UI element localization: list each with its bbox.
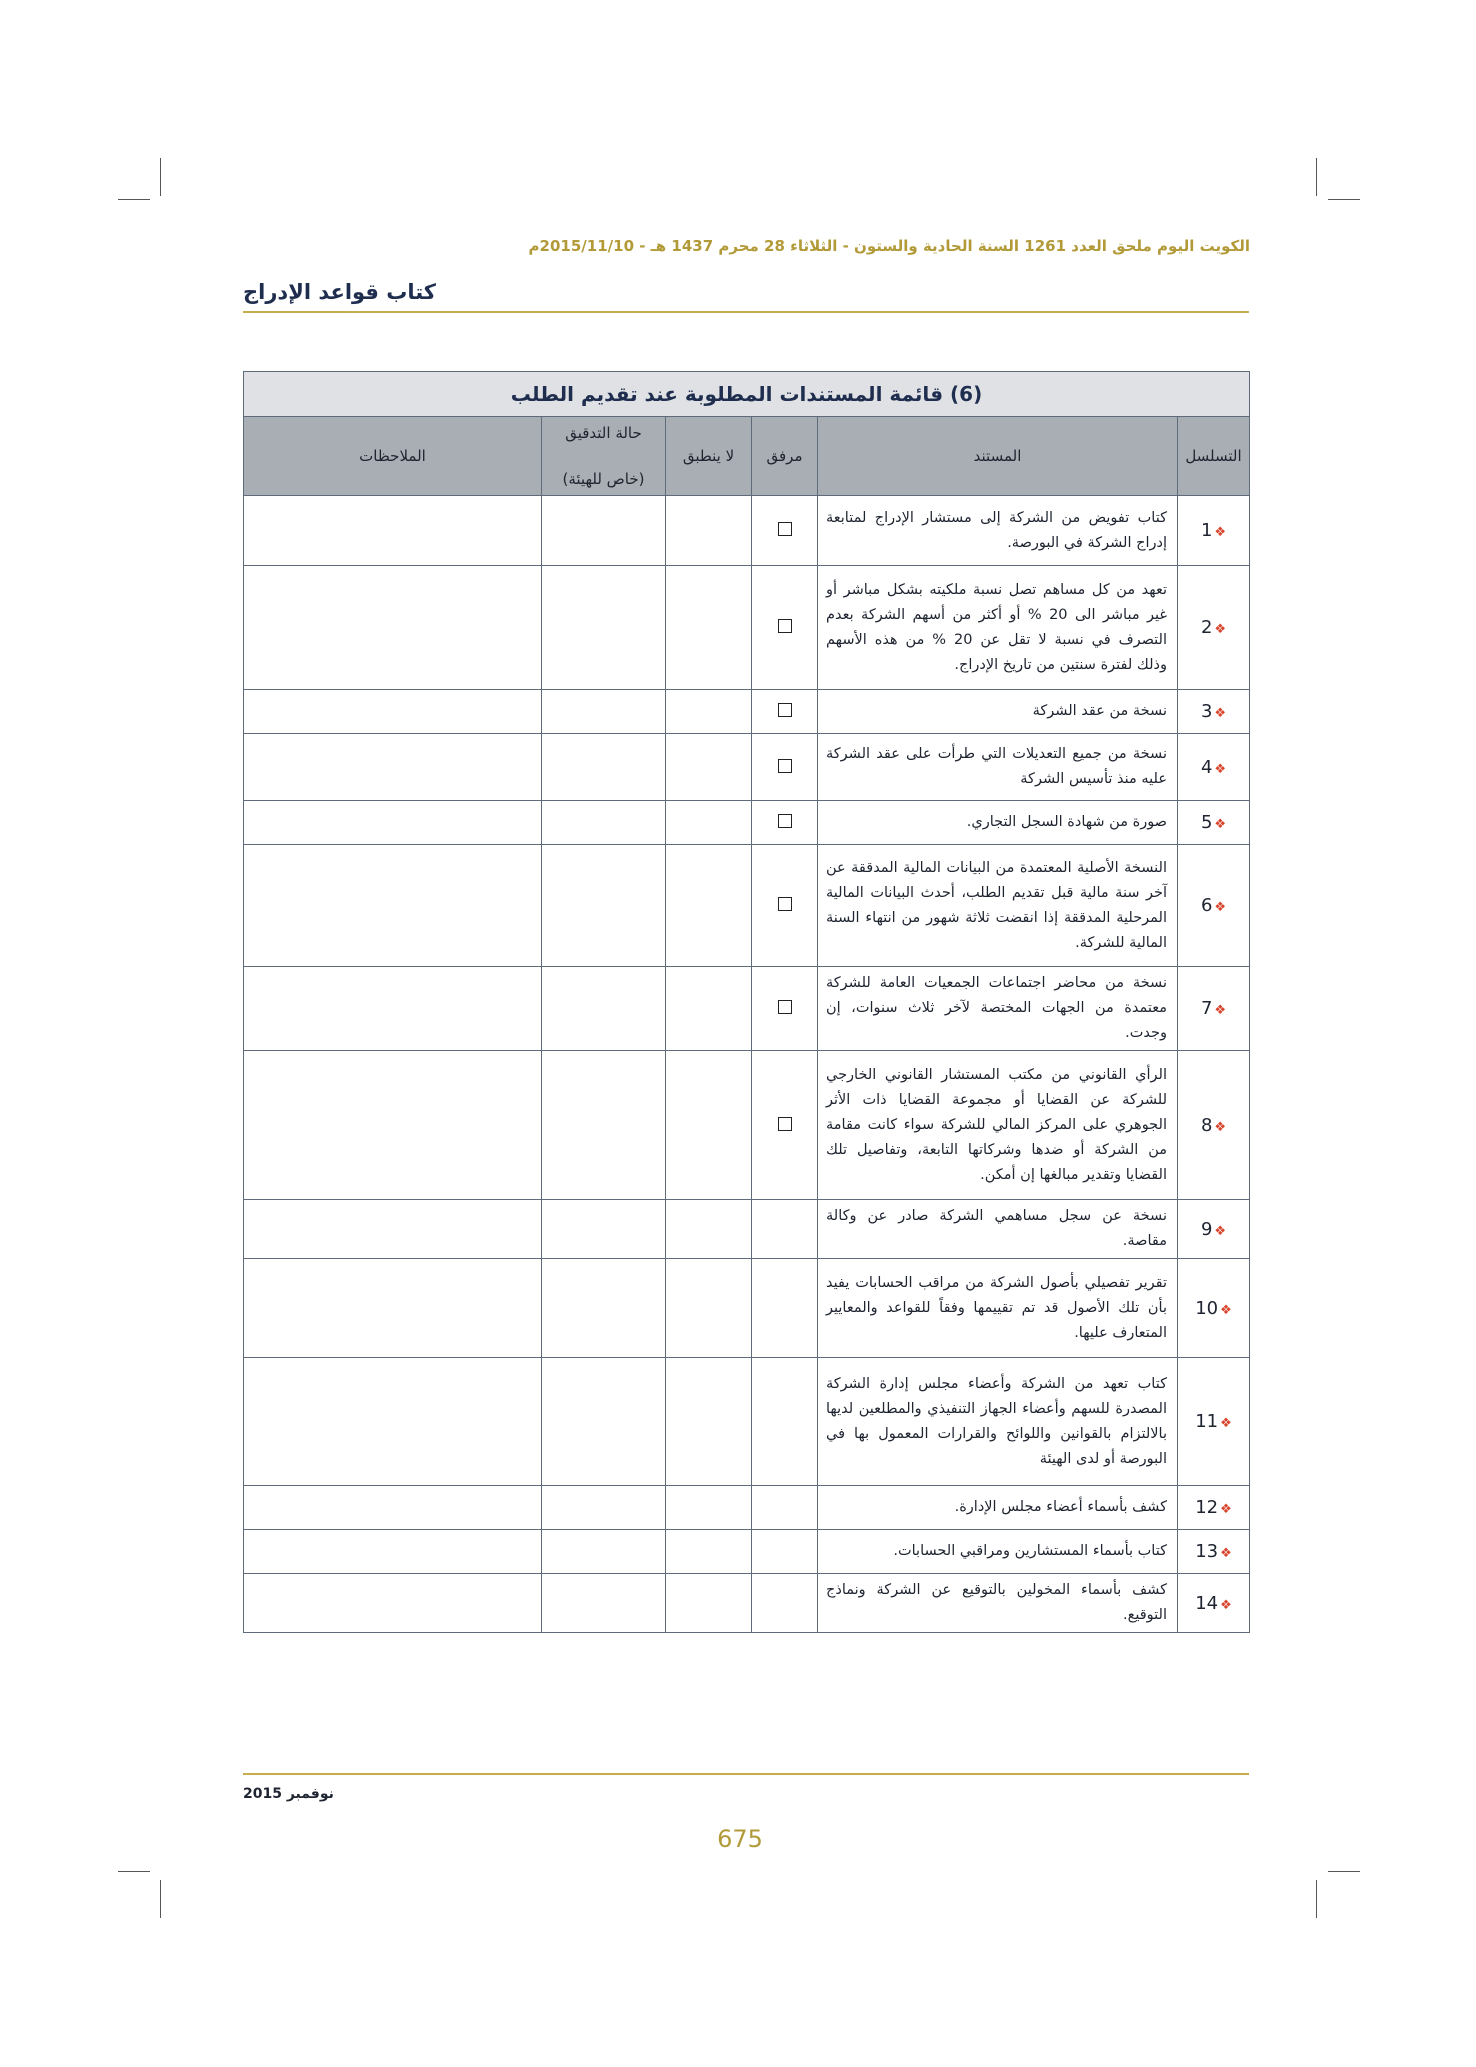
row-document: كتاب تفويض من الشركة إلى مستشار الإدراج لمتابعة إدراج الشركة في البورصة. [818, 496, 1178, 566]
row-not-applicable [666, 801, 752, 845]
bullet-icon: ❖ [1214, 817, 1227, 832]
row-notes [244, 1358, 542, 1486]
row-not-applicable [666, 734, 752, 801]
row-seq [1178, 1200, 1250, 1259]
row-check-status [542, 690, 666, 734]
bullet-icon: ❖ [1214, 900, 1227, 915]
row-seq [1178, 734, 1250, 801]
row-number: 13 [1195, 1541, 1219, 1562]
row-not-applicable [666, 1051, 752, 1200]
bullet-icon: ❖ [1214, 761, 1227, 777]
row-attached [752, 1358, 818, 1486]
row-seq [1178, 1051, 1250, 1200]
row-notes [244, 690, 542, 734]
row-document: تعهد من كل مساهم تصل نسبة ملكيته بشكل مباشر أو غير مباشر الى 20 % أو أكثر من أسهم الشركة بعدم التصرف في نسبة لا تقل عن 20 % من هذه الأسهم وذلك لفترة سنتين من تاريخ الإدراج. [818, 566, 1178, 690]
bullet-icon: ❖ [1220, 1597, 1232, 1613]
row-seq [1178, 1259, 1250, 1358]
crop-mark [118, 1871, 150, 1872]
row-notes [244, 1200, 542, 1259]
crop-mark [1328, 199, 1360, 200]
row-not-applicable [666, 1574, 752, 1633]
row-not-applicable [666, 1200, 752, 1259]
bullet-icon: ❖ [1214, 706, 1227, 721]
row-document: نسخة من جميع التعديلات التي طرأت على عقد الشركة عليه منذ تأسيس الشركة [818, 734, 1178, 801]
row-not-applicable [666, 845, 752, 967]
table-caption: (6) قائمة المستندات المطلوبة عند تقديم الطلب [244, 372, 1250, 417]
row-check-status [542, 1530, 666, 1574]
footer-date: نوفمبر 2015 [243, 1786, 334, 1802]
row-document: تقرير تفصيلي بأصول الشركة من مراقب الحسابات يفيد بأن تلك الأصول قد تم تقييمها وفقاً للقواعد والمعايير المتعارف عليها. [818, 1259, 1178, 1358]
checkbox-icon[interactable] [778, 619, 792, 633]
row-number: 2 [1200, 617, 1213, 638]
row-number: 10 [1195, 1297, 1219, 1319]
row-attached [752, 1530, 818, 1574]
checkbox-icon[interactable] [778, 703, 792, 717]
row-check-status [542, 566, 666, 690]
row-not-applicable [666, 690, 752, 734]
row-notes [244, 734, 542, 801]
row-check-status [542, 734, 666, 801]
section-title: كتاب قواعد الإدراج [243, 280, 437, 304]
footer-rule [243, 1773, 1249, 1775]
col-header-attached: مرفق [752, 417, 818, 496]
documents-table [243, 371, 1250, 1633]
row-document: النسخة الأصلية المعتمدة من البيانات المالية المدققة عن آخر سنة مالية قبل تقديم الطلب، أحدث البيانات المالية المرحلية المدققة إذا انقضت ثلاثة شهور من انتهاء السنة المالية للشركة. [818, 845, 1178, 967]
row-check-status [542, 801, 666, 845]
header-rule [243, 311, 1249, 313]
bullet-icon: ❖ [1220, 1416, 1232, 1431]
row-not-applicable [666, 1358, 752, 1486]
row-not-applicable [666, 1486, 752, 1530]
bullet-icon: ❖ [1214, 1223, 1227, 1239]
checkbox-icon[interactable] [778, 814, 792, 828]
row-notes [244, 496, 542, 566]
bullet-icon: ❖ [1214, 1003, 1227, 1018]
row-attached[interactable] [752, 690, 818, 734]
bullet-icon: ❖ [1214, 1119, 1227, 1135]
table-row [244, 690, 1250, 734]
row-notes [244, 801, 542, 845]
row-notes [244, 1259, 542, 1358]
table-row [244, 1051, 1250, 1200]
table-row [244, 1358, 1250, 1486]
row-check-status [542, 845, 666, 967]
table-row [244, 1259, 1250, 1358]
row-number: 6 [1200, 895, 1213, 916]
checkbox-icon[interactable] [778, 759, 792, 773]
row-check-status [542, 1051, 666, 1200]
row-attached [752, 1200, 818, 1259]
row-seq [1178, 690, 1250, 734]
table-row [244, 1530, 1250, 1574]
row-number: 7 [1200, 998, 1213, 1019]
col-header-not-applicable: لا ينطبق [666, 417, 752, 496]
row-attached[interactable] [752, 1051, 818, 1200]
checkbox-icon[interactable] [778, 522, 792, 536]
table-row [244, 496, 1250, 566]
row-attached[interactable] [752, 734, 818, 801]
col-header-seq: التسلسل [1178, 417, 1250, 496]
row-document: نسخة من عقد الشركة [818, 690, 1178, 734]
crop-mark [1316, 158, 1317, 196]
row-seq [1178, 566, 1250, 690]
crop-mark [1316, 1880, 1317, 1918]
table-row [244, 1200, 1250, 1259]
bullet-icon: ❖ [1214, 525, 1227, 540]
row-check-status [542, 1200, 666, 1259]
row-attached [752, 1259, 818, 1358]
table-row [244, 801, 1250, 845]
row-check-status [542, 1486, 666, 1530]
row-notes [244, 566, 542, 690]
row-number: 14 [1195, 1592, 1219, 1614]
row-notes [244, 1486, 542, 1530]
row-check-status [542, 496, 666, 566]
table-row [244, 1486, 1250, 1530]
table-row [244, 734, 1250, 801]
row-not-applicable [666, 496, 752, 566]
row-number: 8 [1200, 1114, 1213, 1136]
checkbox-icon[interactable] [778, 897, 792, 911]
row-notes [244, 967, 542, 1051]
row-seq [1178, 496, 1250, 566]
row-seq [1178, 845, 1250, 967]
crop-mark [160, 1880, 161, 1918]
row-seq [1178, 801, 1250, 845]
row-document: نسخة عن سجل مساهمي الشركة صادر عن وكالة مقاصة. [818, 1200, 1178, 1259]
row-seq [1178, 1358, 1250, 1486]
bullet-icon: ❖ [1220, 1502, 1232, 1517]
page-number: 675 [717, 1825, 763, 1853]
row-seq [1178, 1574, 1250, 1633]
row-notes [244, 1574, 542, 1633]
col-header-check-status [542, 417, 666, 496]
col-header-notes: الملاحظات [244, 417, 542, 496]
table-row [244, 566, 1250, 690]
row-document: نسخة من محاضر اجتماعات الجمعيات العامة للشركة معتمدة من الجهات المختصة لآخر ثلاث سنوات، إن وجدت. [818, 967, 1178, 1051]
row-document: كتاب تعهد من الشركة وأعضاء مجلس إدارة الشركة المصدرة للسهم وأعضاء الجهاز التنفيذي والمطلعين لديها بالالتزام بالقوانين واللوائح والقرارات المعمول بها في البورصة أو لدى الهيئة [818, 1358, 1178, 1486]
check-status-label: حالة التدقيق [565, 424, 642, 442]
bullet-icon: ❖ [1220, 1546, 1232, 1561]
checkbox-icon[interactable] [778, 1117, 792, 1131]
row-number: 12 [1195, 1497, 1219, 1518]
bullet-icon: ❖ [1214, 622, 1227, 637]
col-header-document: المستند [818, 417, 1178, 496]
row-notes [244, 1051, 542, 1200]
row-number: 5 [1200, 812, 1213, 833]
row-attached[interactable] [752, 566, 818, 690]
row-notes [244, 845, 542, 967]
check-status-note: (خاص للهيئة) [562, 470, 645, 488]
row-notes [244, 1530, 542, 1574]
row-check-status [542, 1358, 666, 1486]
row-number: 4 [1200, 756, 1213, 778]
row-attached [752, 1574, 818, 1633]
row-document: كشف بأسماء المخولين بالتوقيع عن الشركة ونماذج التوقيع. [818, 1574, 1178, 1633]
row-check-status [542, 1574, 666, 1633]
crop-mark [118, 199, 150, 200]
row-seq [1178, 1530, 1250, 1574]
row-seq [1178, 967, 1250, 1051]
row-attached[interactable] [752, 845, 818, 967]
row-not-applicable [666, 566, 752, 690]
bullet-icon: ❖ [1220, 1302, 1232, 1318]
row-seq [1178, 1486, 1250, 1530]
row-number: 11 [1195, 1411, 1219, 1432]
row-attached[interactable] [752, 801, 818, 845]
row-not-applicable [666, 1530, 752, 1574]
row-attached[interactable] [752, 496, 818, 566]
crop-mark [160, 158, 161, 196]
row-not-applicable [666, 967, 752, 1051]
row-check-status [542, 1259, 666, 1358]
row-check-status [542, 967, 666, 1051]
row-document: كشف بأسماء أعضاء مجلس الإدارة. [818, 1486, 1178, 1530]
row-document: كتاب بأسماء المستشارين ومراقبي الحسابات. [818, 1530, 1178, 1574]
row-document: الرأي القانوني من مكتب المستشار القانوني الخارجي للشركة عن القضايا أو مجموعة القضايا ذات الأثر الجوهري على المركز المالي للشركة سواء كانت مقامة من الشركة أو ضدها وشركاتها التابعة، وتفاصيل تلك القضايا وتقدير مبالغها إن أمكن. [818, 1051, 1178, 1200]
table-row [244, 1574, 1250, 1633]
table-row [244, 845, 1250, 967]
table-row [244, 967, 1250, 1051]
running-header: الكويت اليوم ملحق العدد 1261 السنة الحادية والستون - الثلاثاء 28 محرم 1437 هـ - 2015/11/10م [528, 237, 1250, 255]
crop-mark [1328, 1871, 1360, 1872]
row-number: 3 [1200, 701, 1213, 722]
row-number: 1 [1200, 520, 1213, 541]
row-attached [752, 1486, 818, 1530]
row-number: 9 [1200, 1218, 1213, 1240]
row-attached[interactable] [752, 967, 818, 1051]
row-not-applicable [666, 1259, 752, 1358]
row-document: صورة من شهادة السجل التجاري. [818, 801, 1178, 845]
checkbox-icon[interactable] [778, 1000, 792, 1014]
